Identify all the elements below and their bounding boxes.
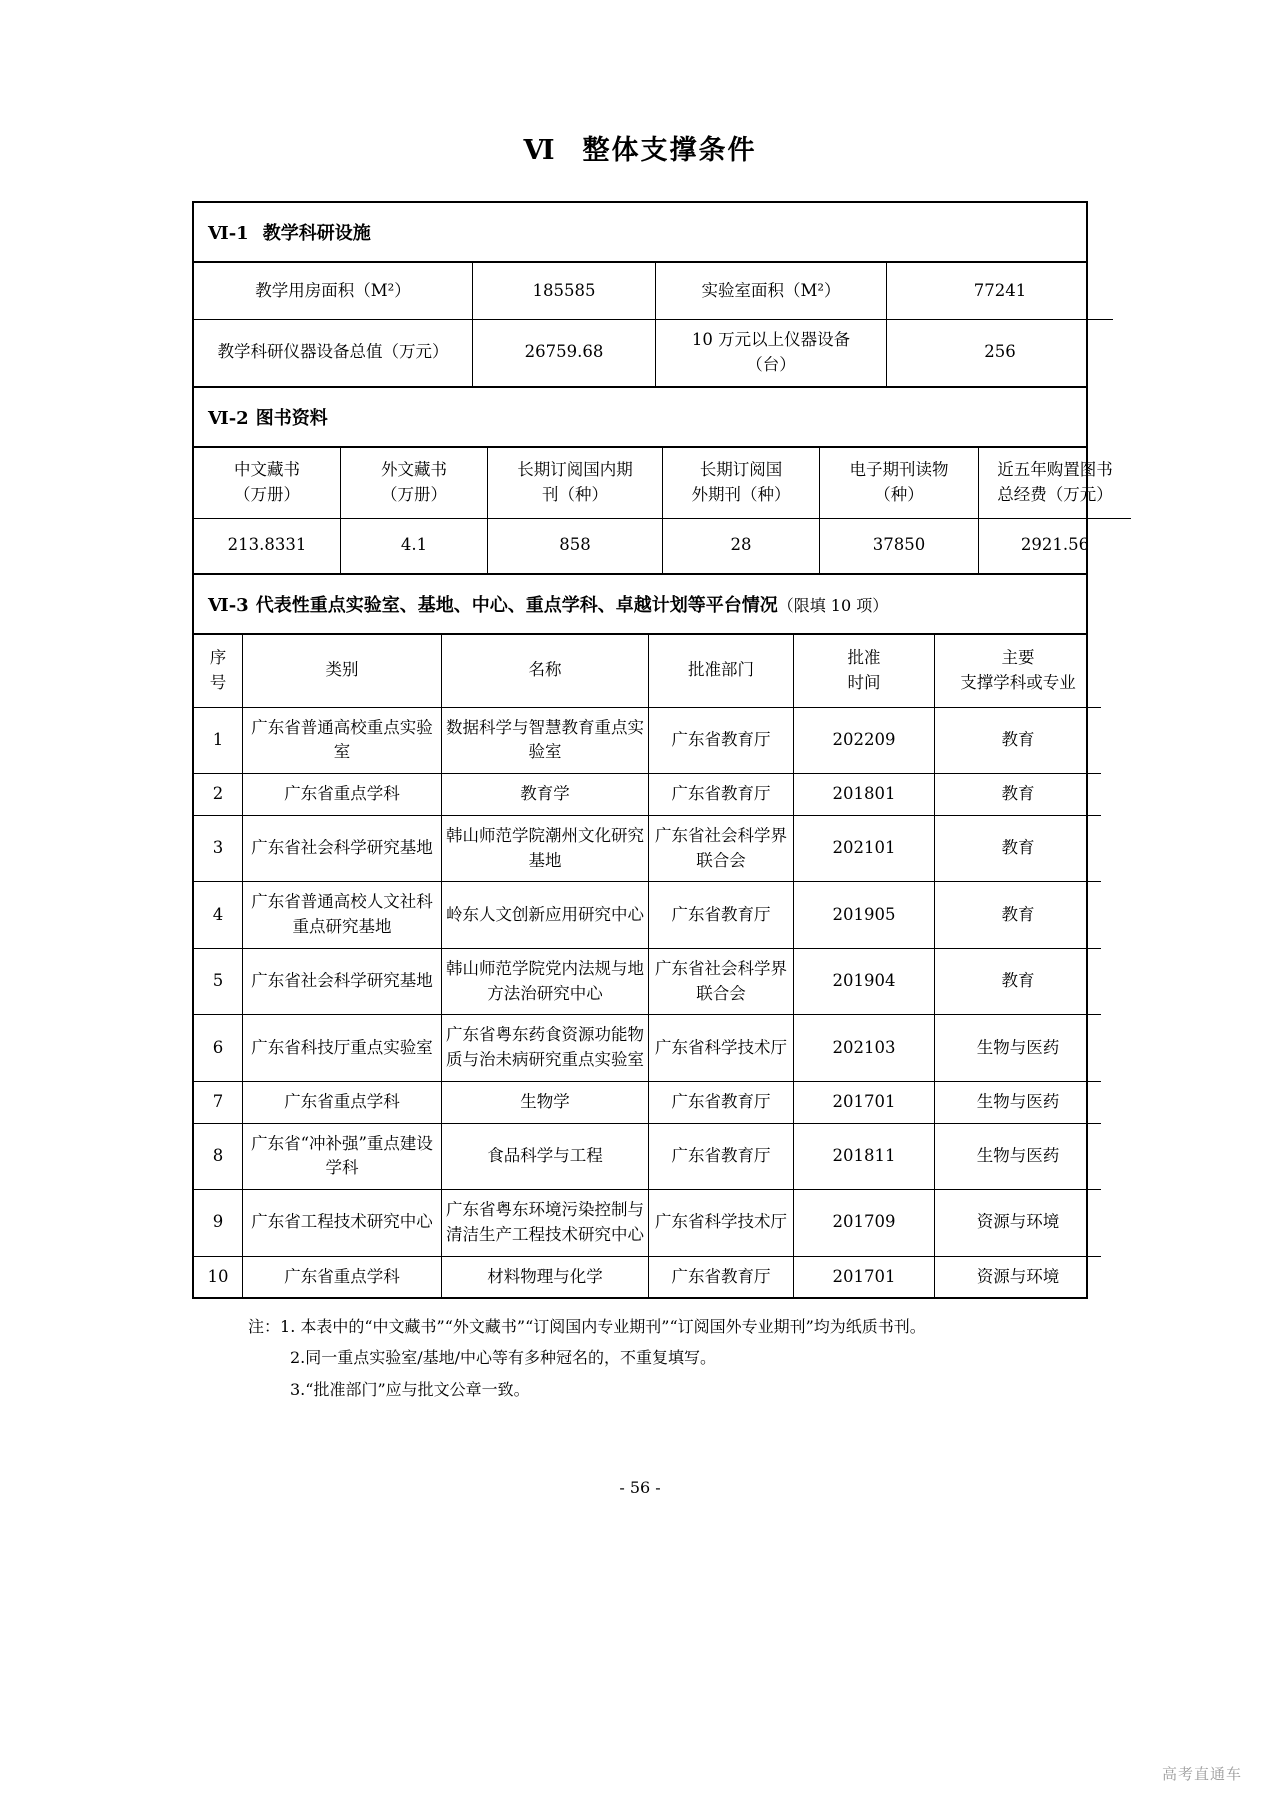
row-no: 6 bbox=[194, 1015, 243, 1082]
row-no: 3 bbox=[194, 815, 243, 882]
page-title bbox=[0, 0, 1280, 167]
row-category: 广东省工程技术研究中心 bbox=[243, 1190, 442, 1257]
table-row bbox=[194, 774, 1101, 816]
table-row bbox=[194, 882, 1101, 949]
row-time: 201701 bbox=[794, 1256, 935, 1297]
table-header-row bbox=[194, 448, 1131, 519]
note-item bbox=[192, 1374, 1088, 1405]
section-vi-2-number: Ⅵ-2 bbox=[208, 407, 249, 429]
row-dept: 广东省教育厅 bbox=[649, 882, 794, 949]
watermark-label: 高考直通车 bbox=[1161, 1765, 1242, 1783]
row-name: 食品科学与工程 bbox=[442, 1123, 649, 1190]
row-name: 广东省粤东环境污染控制与清洁生产工程技术研究中心 bbox=[442, 1190, 649, 1257]
row-time: 202103 bbox=[794, 1015, 935, 1082]
section-vi-3-title-suffix: （限填 10 项） bbox=[777, 595, 889, 615]
header-line-1: 电子期刊读物 bbox=[849, 459, 949, 479]
teaching-area-label: 教学用房面积（M²） bbox=[194, 263, 473, 320]
header-line-1: 中文藏书 bbox=[234, 459, 300, 479]
table-row bbox=[194, 815, 1101, 882]
header-line-2: 总经费（万元） bbox=[997, 484, 1113, 504]
header-line-2: 号 bbox=[209, 672, 227, 692]
section-vi-1-number: Ⅵ-1 bbox=[208, 223, 249, 244]
section-vi-1-heading bbox=[194, 203, 1086, 263]
high-value-equipment-label-line1: 10 万元以上仪器设备 bbox=[691, 330, 851, 349]
foreign-books-header bbox=[341, 448, 488, 519]
row-name: 广东省粤东药食资源功能物质与治未病研究重点实验室 bbox=[442, 1015, 649, 1082]
note-text-2: 2.同一重点实验室/基地/中心等有多种冠名的，不重复填写。 bbox=[290, 1348, 717, 1368]
row-name: 教育学 bbox=[442, 774, 649, 816]
e-journals-value: 37850 bbox=[820, 518, 979, 573]
header-line-2: （万册） bbox=[381, 484, 447, 504]
row-discipline: 生物与医药 bbox=[935, 1015, 1102, 1082]
e-journals-header bbox=[820, 448, 979, 519]
row-dept: 广东省科学技术厅 bbox=[649, 1015, 794, 1082]
high-value-equipment-label bbox=[656, 320, 887, 386]
table-row bbox=[194, 948, 1101, 1015]
section-vi-1-title: 教学科研设施 bbox=[262, 223, 371, 244]
row-name: 数据科学与智慧教育重点实验室 bbox=[442, 707, 649, 774]
table-row bbox=[194, 707, 1101, 774]
section-vi-2-heading bbox=[194, 386, 1086, 448]
row-dept: 广东省教育厅 bbox=[649, 1123, 794, 1190]
row-no: 10 bbox=[194, 1256, 243, 1297]
page-title-text: 整体支撑条件 bbox=[582, 135, 757, 166]
table-header-row bbox=[194, 635, 1101, 708]
header-line-2: 外期刊（种） bbox=[691, 484, 791, 504]
table-row bbox=[194, 518, 1131, 573]
row-category: 广东省重点学科 bbox=[243, 1256, 442, 1297]
row-time: 201811 bbox=[794, 1123, 935, 1190]
row-dept: 广东省社会科学界联合会 bbox=[649, 815, 794, 882]
header-line-2: 刊（种） bbox=[542, 484, 608, 504]
column-header-discipline bbox=[935, 635, 1102, 708]
note-item bbox=[192, 1311, 1088, 1342]
header-line-1: 近五年购置图书 bbox=[997, 459, 1113, 479]
section-vi-3-grid bbox=[194, 635, 1101, 1298]
row-time: 201801 bbox=[794, 774, 935, 816]
table-notes bbox=[192, 1299, 1088, 1405]
row-time: 201905 bbox=[794, 882, 935, 949]
chinese-books-header bbox=[194, 448, 341, 519]
equipment-value-amount: 26759.68 bbox=[473, 320, 656, 386]
five-year-budget-header bbox=[979, 448, 1132, 519]
header-line-1: 批准 bbox=[847, 647, 881, 667]
header-line-1: 主要 bbox=[1001, 647, 1035, 667]
row-dept: 广东省教育厅 bbox=[649, 1081, 794, 1123]
section-vi-2-grid bbox=[194, 448, 1131, 573]
row-no: 4 bbox=[194, 882, 243, 949]
row-time: 201709 bbox=[794, 1190, 935, 1257]
header-line-2: 支撑学科或专业 bbox=[960, 672, 1076, 692]
row-name: 岭东人文创新应用研究中心 bbox=[442, 882, 649, 949]
header-line-2: 时间 bbox=[847, 672, 881, 692]
domestic-journals-header bbox=[488, 448, 663, 519]
table-row bbox=[194, 1015, 1101, 1082]
header-line-1: 长期订阅国 bbox=[699, 459, 783, 479]
header-line-2: （万册） bbox=[234, 484, 300, 504]
column-header-no bbox=[194, 635, 243, 708]
row-dept: 广东省社会科学界联合会 bbox=[649, 948, 794, 1015]
support-conditions-table bbox=[192, 201, 1113, 1299]
section-vi-3-heading bbox=[194, 573, 1086, 635]
five-year-budget-value: 2921.56 bbox=[979, 518, 1132, 573]
header-line-2: （种） bbox=[874, 484, 924, 504]
row-dept: 广东省科学技术厅 bbox=[649, 1190, 794, 1257]
row-category: 广东省科技厅重点实验室 bbox=[243, 1015, 442, 1082]
row-discipline: 生物与医药 bbox=[935, 1081, 1102, 1123]
row-category: 广东省社会科学研究基地 bbox=[243, 815, 442, 882]
row-category: 广东省重点学科 bbox=[243, 774, 442, 816]
row-discipline: 生物与医药 bbox=[935, 1123, 1102, 1190]
row-category: 广东省普通高校重点实验室 bbox=[243, 707, 442, 774]
domestic-journals-value: 858 bbox=[488, 518, 663, 573]
row-no: 7 bbox=[194, 1081, 243, 1123]
note-text-1: 1. 本表中的“中文藏书”“外文藏书”“订阅国内专业期刊”“订阅国外专业期刊”均为纸质书刊。 bbox=[280, 1317, 926, 1337]
table-row bbox=[194, 1190, 1101, 1257]
equipment-value-label: 教学科研仪器设备总值（万元） bbox=[194, 320, 473, 386]
note-text-3: 3.“批准部门”应与批文公章一致。 bbox=[290, 1379, 530, 1399]
notes-label: 注： bbox=[248, 1317, 281, 1337]
high-value-equipment-label-line2: （台） bbox=[746, 354, 796, 374]
page-number: - 56 - bbox=[619, 1478, 661, 1497]
note-item bbox=[192, 1342, 1088, 1373]
row-discipline: 资源与环境 bbox=[935, 1190, 1102, 1257]
row-category: 广东省重点学科 bbox=[243, 1081, 442, 1123]
section-vi-1-grid bbox=[194, 263, 1113, 386]
row-name: 生物学 bbox=[442, 1081, 649, 1123]
page-title-numeral: Ⅵ bbox=[523, 135, 557, 166]
row-name: 韩山师范学院潮州文化研究基地 bbox=[442, 815, 649, 882]
row-category: 广东省“冲补强”重点建设学科 bbox=[243, 1123, 442, 1190]
teaching-area-value: 185585 bbox=[473, 263, 656, 320]
section-vi-3-title: 代表性重点实验室、基地、中心、重点学科、卓越计划等平台情况 bbox=[255, 594, 778, 616]
column-header-time bbox=[794, 635, 935, 708]
row-no: 9 bbox=[194, 1190, 243, 1257]
row-no: 5 bbox=[194, 948, 243, 1015]
row-discipline: 教育 bbox=[935, 815, 1102, 882]
table-row bbox=[194, 263, 1113, 320]
table-row bbox=[194, 1123, 1101, 1190]
row-discipline: 教育 bbox=[935, 882, 1102, 949]
section-vi-2-title: 图书资料 bbox=[255, 407, 328, 429]
row-time: 202101 bbox=[794, 815, 935, 882]
table-row bbox=[194, 320, 1113, 386]
row-discipline: 教育 bbox=[935, 774, 1102, 816]
row-discipline: 教育 bbox=[935, 948, 1102, 1015]
table-row bbox=[194, 1081, 1101, 1123]
row-name: 材料物理与化学 bbox=[442, 1256, 649, 1297]
row-time: 201701 bbox=[794, 1081, 935, 1123]
row-dept: 广东省教育厅 bbox=[649, 707, 794, 774]
header-line-1: 长期订阅国内期 bbox=[517, 459, 633, 479]
column-header-category: 类别 bbox=[243, 635, 442, 708]
row-time: 202209 bbox=[794, 707, 935, 774]
row-category: 广东省社会科学研究基地 bbox=[243, 948, 442, 1015]
row-discipline: 资源与环境 bbox=[935, 1256, 1102, 1297]
foreign-journals-value: 28 bbox=[663, 518, 820, 573]
high-value-equipment-count: 256 bbox=[887, 320, 1114, 386]
section-vi-3-number: Ⅵ-3 bbox=[208, 594, 249, 616]
row-no: 1 bbox=[194, 707, 243, 774]
row-name: 韩山师范学院党内法规与地方法治研究中心 bbox=[442, 948, 649, 1015]
row-discipline: 教育 bbox=[935, 707, 1102, 774]
foreign-journals-header bbox=[663, 448, 820, 519]
row-dept: 广东省教育厅 bbox=[649, 1256, 794, 1297]
row-no: 2 bbox=[194, 774, 243, 816]
header-line-1: 外文藏书 bbox=[381, 459, 447, 479]
row-category: 广东省普通高校人文社科重点研究基地 bbox=[243, 882, 442, 949]
row-no: 8 bbox=[194, 1123, 243, 1190]
header-line-1: 序 bbox=[209, 647, 227, 667]
row-dept: 广东省教育厅 bbox=[649, 774, 794, 816]
foreign-books-value: 4.1 bbox=[341, 518, 488, 573]
row-time: 201904 bbox=[794, 948, 935, 1015]
table-row bbox=[194, 1256, 1101, 1297]
column-header-name: 名称 bbox=[442, 635, 649, 708]
chinese-books-value: 213.8331 bbox=[194, 518, 341, 573]
lab-area-label: 实验室面积（M²） bbox=[656, 263, 887, 320]
lab-area-value: 77241 bbox=[887, 263, 1114, 320]
column-header-dept: 批准部门 bbox=[649, 635, 794, 708]
